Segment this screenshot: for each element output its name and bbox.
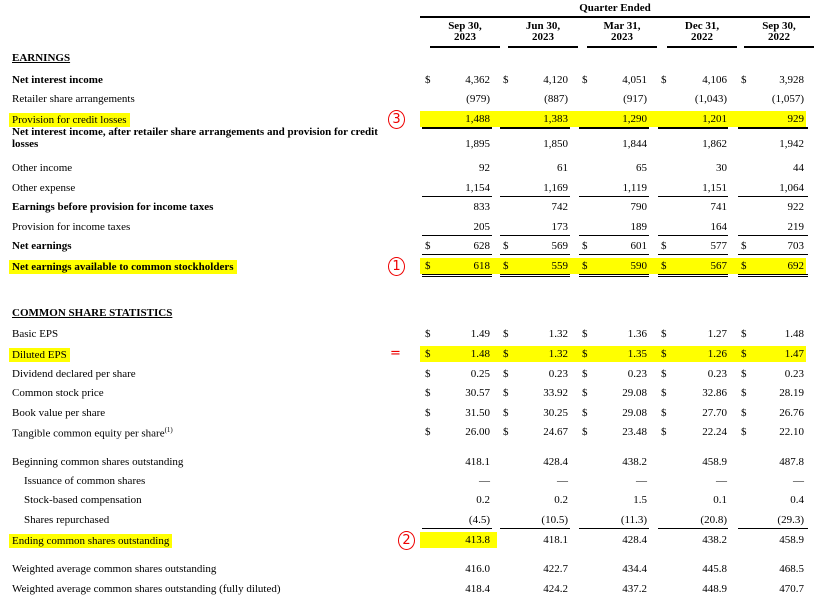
dollar-sign: $ xyxy=(582,328,588,340)
dollar-sign: $ xyxy=(741,74,747,86)
cell-value: — xyxy=(479,475,490,487)
cell-value: (1,043) xyxy=(694,93,727,105)
row-label xyxy=(12,426,173,440)
cell-value: 434.4 xyxy=(622,563,647,575)
underline-rule xyxy=(658,127,728,129)
underline-rule xyxy=(500,274,570,275)
cell-value: 31.50 xyxy=(465,407,490,419)
table-row xyxy=(0,424,814,440)
cell-value: 0.23 xyxy=(627,368,647,380)
row-label xyxy=(12,221,130,233)
dollar-sign: $ xyxy=(503,260,509,272)
cell-value: 418.4 xyxy=(465,583,490,595)
row-label xyxy=(9,348,70,362)
table-row xyxy=(0,160,814,176)
cell-value: — xyxy=(557,475,568,487)
cell-value: 22.10 xyxy=(779,426,804,438)
underline-rule xyxy=(422,196,492,197)
dollar-sign: $ xyxy=(503,368,509,380)
cell-value: 470.7 xyxy=(779,583,804,595)
dollar-sign: $ xyxy=(425,407,431,419)
cell-value: 0.1 xyxy=(713,494,727,506)
cell-value: 741 xyxy=(710,201,727,213)
dollar-sign: $ xyxy=(741,368,747,380)
cell-value: 1.47 xyxy=(784,348,804,360)
cell-value: 628 xyxy=(473,240,490,252)
underline-rule xyxy=(422,274,492,275)
underline-rule xyxy=(658,196,728,197)
table-row xyxy=(0,492,814,508)
row-label-text: Common stock price xyxy=(12,387,104,399)
cell-value: (11.3) xyxy=(620,514,647,526)
underline-rule xyxy=(738,254,808,255)
row-label xyxy=(12,201,213,213)
cell-value: 4,051 xyxy=(622,74,647,86)
cell-value: 30.25 xyxy=(543,407,568,419)
row-label-text: Other income xyxy=(12,162,73,174)
cell-value: 428.4 xyxy=(622,534,647,546)
table-row xyxy=(0,238,814,254)
row-label xyxy=(12,563,216,575)
cell-value: 30.57 xyxy=(465,387,490,399)
table-row xyxy=(0,512,814,528)
cell-value: 1.35 xyxy=(627,348,647,360)
cell-value: 1,383 xyxy=(543,113,568,125)
annotation-mark: 2 xyxy=(398,531,415,550)
section-title-common-share-statistics: COMMON SHARE STATISTICS xyxy=(12,307,173,319)
cell-value: 219 xyxy=(787,221,804,233)
column-header: Sep 30, 2023 xyxy=(430,21,500,48)
cell-value: 4,362 xyxy=(465,74,490,86)
cell-value: 833 xyxy=(473,201,490,213)
cell-value: 0.4 xyxy=(790,494,804,506)
dollar-sign: $ xyxy=(503,407,509,419)
underline-rule xyxy=(738,276,808,277)
cell-value: 922 xyxy=(787,201,804,213)
dollar-sign: $ xyxy=(582,260,588,272)
cell-value: 569 xyxy=(551,240,568,252)
cell-value: (10.5) xyxy=(541,514,568,526)
cell-value: 29.08 xyxy=(622,387,647,399)
table-row xyxy=(0,532,814,548)
cell-value: (887) xyxy=(544,93,568,105)
underline-rule xyxy=(422,254,492,255)
row-label xyxy=(9,260,237,274)
cell-value: 1,154 xyxy=(465,182,490,194)
quarter-ended-title: Quarter Ended xyxy=(420,2,810,18)
cell-value: 27.70 xyxy=(702,407,727,419)
table-row xyxy=(0,126,814,152)
cell-value: 205 xyxy=(473,221,490,233)
underline-rule xyxy=(658,274,728,275)
cell-value: 703 xyxy=(787,240,804,252)
underline-rule xyxy=(579,235,649,236)
row-label xyxy=(12,407,105,419)
cell-value: 1,290 xyxy=(622,113,647,125)
cell-value: 1,201 xyxy=(702,113,727,125)
underline-rule xyxy=(500,196,570,197)
cell-value: 559 xyxy=(551,260,568,272)
cell-value: (20.8) xyxy=(700,514,727,526)
cell-value: 3,928 xyxy=(779,74,804,86)
row-label-text: Book value per share xyxy=(12,407,106,419)
cell-value: 468.5 xyxy=(779,563,804,575)
cell-value: 1,844 xyxy=(622,138,647,150)
underline-rule xyxy=(738,196,808,197)
row-label-text: Net interest income, after retailer share arrangements and provision for credit losses xyxy=(12,126,378,150)
underline-rule xyxy=(579,127,649,129)
underline-rule xyxy=(500,127,570,129)
cell-value: 418.1 xyxy=(543,534,568,546)
dollar-sign: $ xyxy=(503,348,509,360)
row-label xyxy=(12,328,58,340)
row-label-text: Weighted average common shares outstanding (fully diluted) xyxy=(12,583,281,595)
cell-value: 448.9 xyxy=(702,583,727,595)
cell-value: 0.23 xyxy=(784,368,804,380)
underline-rule xyxy=(422,235,492,236)
dollar-sign: $ xyxy=(582,387,588,399)
cell-value: 0.2 xyxy=(476,494,490,506)
dollar-sign: $ xyxy=(661,407,667,419)
table-row xyxy=(0,366,814,382)
cell-value: 1.36 xyxy=(627,328,647,340)
row-label-text: Net interest income xyxy=(12,74,103,86)
cell-value: 1,850 xyxy=(543,138,568,150)
cell-value: 438.2 xyxy=(702,534,727,546)
dollar-sign: $ xyxy=(582,348,588,360)
cell-value: 65 xyxy=(636,162,647,174)
dollar-sign: $ xyxy=(741,407,747,419)
dollar-sign: $ xyxy=(741,426,747,438)
cell-value: 1.32 xyxy=(548,328,568,340)
underline-rule xyxy=(738,274,808,275)
dollar-sign: $ xyxy=(503,426,509,438)
row-label-text: Ending common shares outstanding xyxy=(12,535,170,547)
row-label xyxy=(12,93,135,105)
cell-value: 32.86 xyxy=(702,387,727,399)
table-row xyxy=(0,219,814,235)
cell-value: 1,895 xyxy=(465,138,490,150)
cell-value: 790 xyxy=(630,201,647,213)
underline-rule xyxy=(579,274,649,275)
cell-value: (1,057) xyxy=(771,93,804,105)
cell-value: 1,151 xyxy=(702,182,727,194)
cell-value: 30 xyxy=(716,162,727,174)
dollar-sign: $ xyxy=(741,260,747,272)
underline-rule xyxy=(658,254,728,255)
cell-value: 61 xyxy=(557,162,568,174)
row-label xyxy=(9,534,172,548)
column-header: Dec 31, 2022 xyxy=(667,21,737,48)
cell-value: 26.76 xyxy=(779,407,804,419)
table-row xyxy=(0,561,814,577)
row-label xyxy=(12,456,183,468)
cell-value: 458.9 xyxy=(779,534,804,546)
cell-value: 33.92 xyxy=(543,387,568,399)
cell-value: 1.48 xyxy=(784,328,804,340)
row-label xyxy=(12,74,103,86)
row-label-text: Earnings before provision for income taxes xyxy=(12,201,214,213)
cell-value: 416.0 xyxy=(465,563,490,575)
annotation-mark: 1 xyxy=(388,257,405,276)
underline-rule xyxy=(500,235,570,236)
cell-value: (4.5) xyxy=(468,514,490,526)
dollar-sign: $ xyxy=(503,328,509,340)
row-label-text: Provision for credit losses xyxy=(12,114,127,126)
dollar-sign: $ xyxy=(425,240,431,252)
underline-rule xyxy=(422,276,492,277)
cell-value: 742 xyxy=(551,201,568,213)
dollar-sign: $ xyxy=(661,74,667,86)
dollar-sign: $ xyxy=(582,74,588,86)
cell-value: 929 xyxy=(787,113,804,125)
underline-rule xyxy=(658,276,728,277)
dollar-sign: $ xyxy=(425,74,431,86)
cell-value: 1.5 xyxy=(633,494,647,506)
dollar-sign: $ xyxy=(661,368,667,380)
dollar-sign: $ xyxy=(425,348,431,360)
cell-value: 29.08 xyxy=(622,407,647,419)
table-row xyxy=(0,180,814,196)
cell-value: 618 xyxy=(473,260,490,272)
cell-value: 418.1 xyxy=(465,456,490,468)
dollar-sign: $ xyxy=(503,240,509,252)
underline-rule xyxy=(658,528,728,529)
cell-value: 1.48 xyxy=(470,348,490,360)
cell-value: 0.2 xyxy=(554,494,568,506)
cell-value: 601 xyxy=(630,240,647,252)
cell-value: 424.2 xyxy=(543,583,568,595)
cell-value: 1,942 xyxy=(779,138,804,150)
row-label xyxy=(12,583,281,595)
cell-value: 1.32 xyxy=(548,348,568,360)
cell-value: 413.8 xyxy=(465,534,490,546)
annotation-mark: 3 xyxy=(388,110,405,129)
dollar-sign: $ xyxy=(582,407,588,419)
section-title-earnings: EARNINGS xyxy=(12,52,71,64)
table-row xyxy=(0,258,814,274)
underline-rule xyxy=(579,276,649,277)
dollar-sign: $ xyxy=(425,368,431,380)
cell-value: 1,862 xyxy=(702,138,727,150)
cell-value: 567 xyxy=(710,260,727,272)
row-label-text: Net earnings available to common stockholders xyxy=(12,261,234,273)
column-header: Mar 31, 2023 xyxy=(587,21,657,48)
cell-value: 164 xyxy=(710,221,727,233)
underline-rule xyxy=(422,127,492,129)
table-row xyxy=(0,199,814,215)
table-row xyxy=(0,405,814,421)
cell-value: 4,120 xyxy=(543,74,568,86)
column-header: Sep 30, 2022 xyxy=(744,21,814,48)
row-label-text: Issuance of common shares xyxy=(24,475,146,487)
row-label-text: Stock-based compensation xyxy=(24,494,142,506)
table-row xyxy=(0,385,814,401)
cell-value: (979) xyxy=(466,93,490,105)
dollar-sign: $ xyxy=(741,348,747,360)
dollar-sign: $ xyxy=(741,328,747,340)
cell-value: 24.67 xyxy=(543,426,568,438)
cell-value: 1,119 xyxy=(622,182,647,194)
dollar-sign: $ xyxy=(741,387,747,399)
row-label-text: Dividend declared per share xyxy=(12,368,136,380)
cell-value: 0.23 xyxy=(548,368,568,380)
row-label-text: Retailer share arrangements xyxy=(12,93,135,105)
dollar-sign: $ xyxy=(582,240,588,252)
row-label xyxy=(24,514,109,526)
row-label xyxy=(24,475,145,487)
table-row xyxy=(0,473,814,489)
annotation-mark: = xyxy=(390,346,401,361)
dollar-sign: $ xyxy=(661,348,667,360)
dollar-sign: $ xyxy=(503,74,509,86)
dollar-sign: $ xyxy=(425,328,431,340)
row-label xyxy=(12,182,75,194)
underline-rule xyxy=(579,528,649,529)
cell-value: 189 xyxy=(630,221,647,233)
underline-rule xyxy=(579,196,649,197)
cell-value: 92 xyxy=(479,162,490,174)
cell-value: — xyxy=(793,475,804,487)
cell-value: 1.27 xyxy=(707,328,727,340)
dollar-sign: $ xyxy=(503,387,509,399)
cell-value: 458.9 xyxy=(702,456,727,468)
underline-rule xyxy=(500,254,570,255)
dollar-sign: $ xyxy=(661,387,667,399)
underline-rule xyxy=(738,127,808,129)
row-label-text: Beginning common shares outstanding xyxy=(12,456,184,468)
underline-rule xyxy=(422,528,492,529)
dollar-sign: $ xyxy=(661,240,667,252)
cell-value: 28.19 xyxy=(779,387,804,399)
row-label-text: Diluted EPS xyxy=(12,349,67,361)
table-row xyxy=(0,91,814,107)
cell-value: 1,064 xyxy=(779,182,804,194)
dollar-sign: $ xyxy=(425,387,431,399)
cell-value: 22.24 xyxy=(702,426,727,438)
cell-value: 1.26 xyxy=(707,348,727,360)
underline-rule xyxy=(658,235,728,236)
cell-value: 692 xyxy=(787,260,804,272)
table-row xyxy=(0,111,814,127)
row-label xyxy=(12,240,72,252)
cell-value: 590 xyxy=(630,260,647,272)
dollar-sign: $ xyxy=(661,426,667,438)
cell-value: 1,169 xyxy=(543,182,568,194)
cell-value: 577 xyxy=(710,240,727,252)
cell-value: 26.00 xyxy=(465,426,490,438)
row-label-text: Weighted average common shares outstanding xyxy=(12,563,217,575)
cell-value: 23.48 xyxy=(622,426,647,438)
underline-rule xyxy=(738,528,808,529)
cell-value: 4,106 xyxy=(702,74,727,86)
row-label xyxy=(12,126,397,150)
cell-value: — xyxy=(636,475,647,487)
dollar-sign: $ xyxy=(582,426,588,438)
underline-rule xyxy=(500,276,570,277)
row-label-text: Net earnings xyxy=(12,240,72,252)
cell-value: 44 xyxy=(793,162,804,174)
dollar-sign: $ xyxy=(741,240,747,252)
cell-value: 445.8 xyxy=(702,563,727,575)
cell-value: 487.8 xyxy=(779,456,804,468)
underline-rule xyxy=(579,254,649,255)
cell-value: 422.7 xyxy=(543,563,568,575)
row-label xyxy=(12,368,136,380)
row-label xyxy=(12,162,72,174)
row-label-text: Provision for income taxes xyxy=(12,221,131,233)
table-row xyxy=(0,346,814,362)
table-row xyxy=(0,326,814,342)
cell-value: 173 xyxy=(551,221,568,233)
cell-value: (917) xyxy=(623,93,647,105)
dollar-sign: $ xyxy=(582,368,588,380)
row-label-text: Tangible common equity per share xyxy=(12,427,165,440)
row-label xyxy=(24,494,142,506)
dollar-sign: $ xyxy=(661,260,667,272)
cell-value: 1.49 xyxy=(470,328,490,340)
row-label xyxy=(9,113,130,127)
dollar-sign: $ xyxy=(425,260,431,272)
dollar-sign: $ xyxy=(425,426,431,438)
table-row xyxy=(0,72,814,88)
table-row xyxy=(0,581,814,597)
cell-value: 438.2 xyxy=(622,456,647,468)
row-label xyxy=(12,387,104,399)
row-label-text: Shares repurchased xyxy=(24,514,110,526)
cell-value: 428.4 xyxy=(543,456,568,468)
cell-value: 0.23 xyxy=(707,368,727,380)
underline-rule xyxy=(500,528,570,529)
dollar-sign: $ xyxy=(661,328,667,340)
cell-value: 0.25 xyxy=(470,368,490,380)
cell-value: 1,488 xyxy=(465,113,490,125)
footnote-marker: (1) xyxy=(164,426,173,434)
column-header: Jun 30, 2023 xyxy=(508,21,578,48)
cell-value: (29.3) xyxy=(777,514,804,526)
row-label-text: Basic EPS xyxy=(12,328,59,340)
row-label-text: Other expense xyxy=(12,182,76,194)
underline-rule xyxy=(738,235,808,236)
cell-value: 437.2 xyxy=(622,583,647,595)
cell-value: — xyxy=(716,475,727,487)
table-row xyxy=(0,454,814,470)
